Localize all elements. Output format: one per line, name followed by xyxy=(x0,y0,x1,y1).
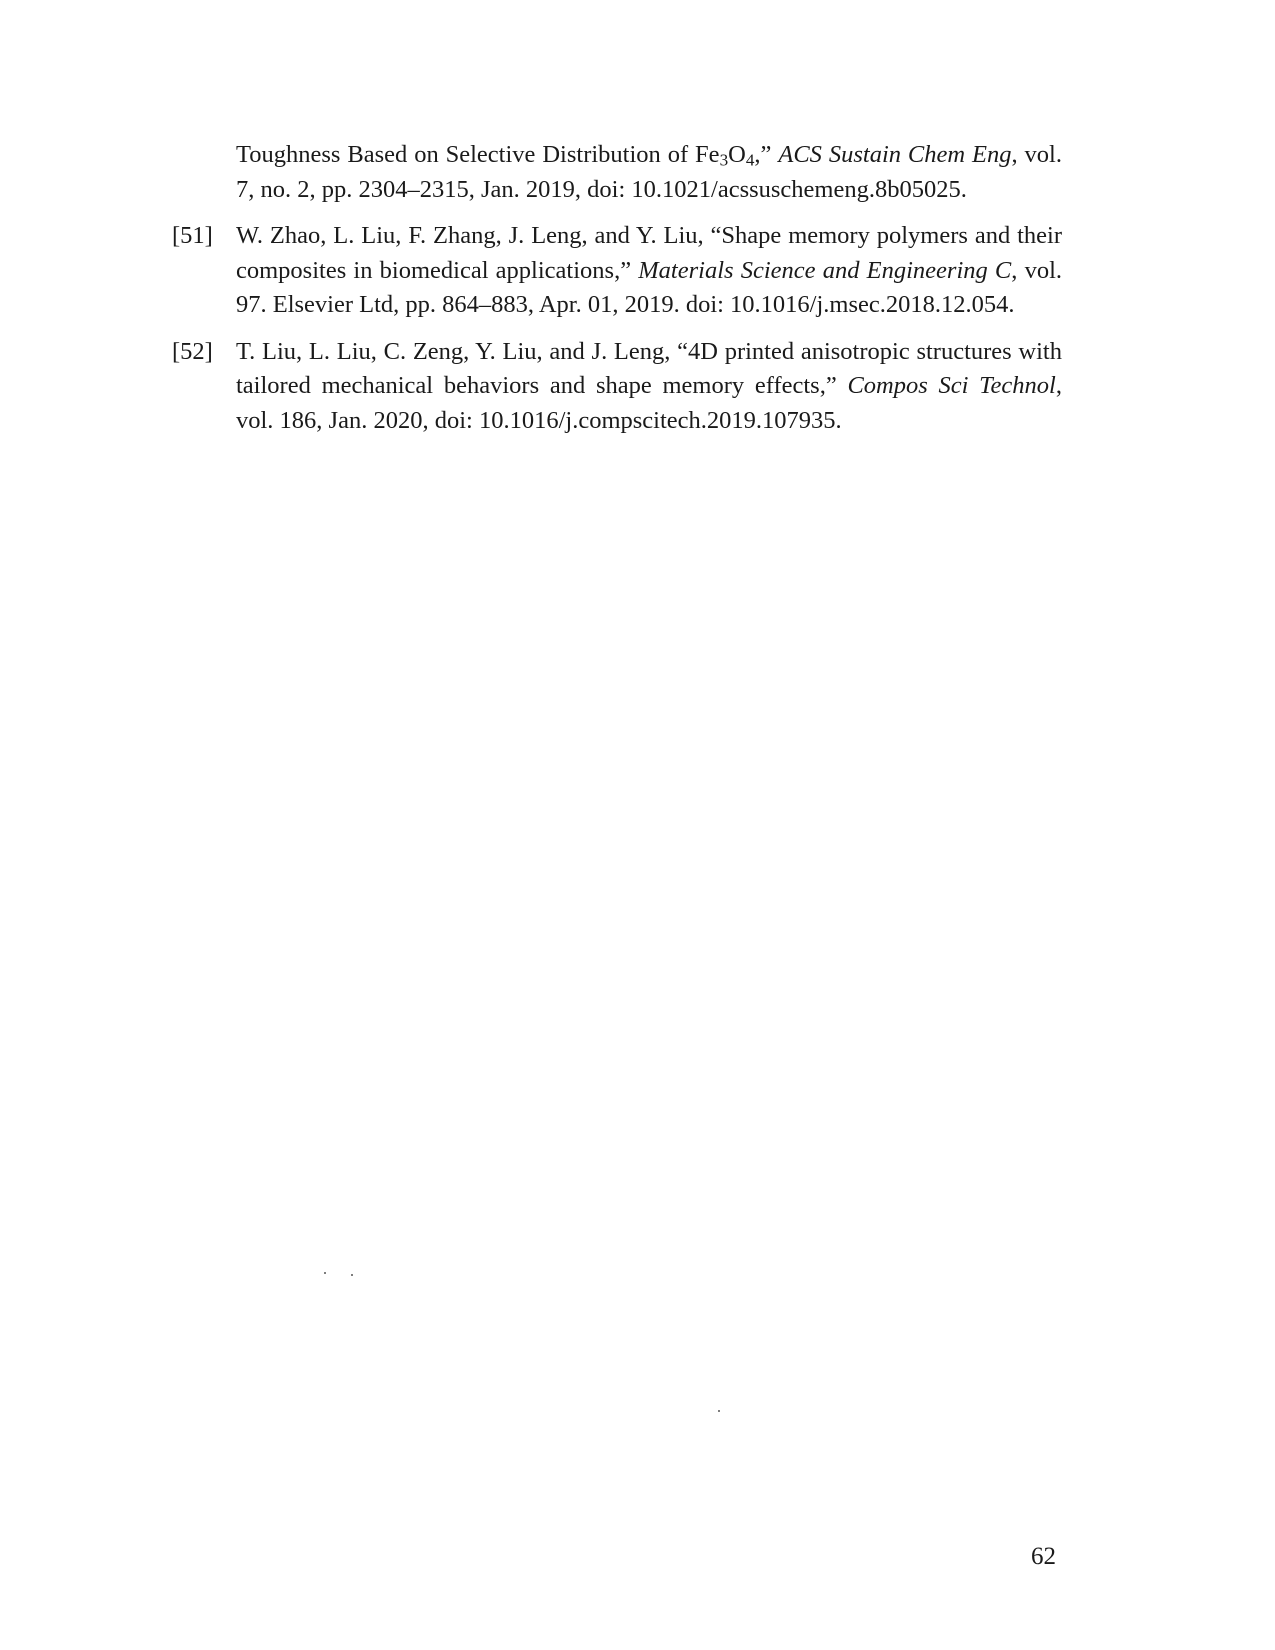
reference-segment: , vol. 186, Jan. 2020, doi: 10.1016/j.compscitech.2019.107935. xyxy=(236,372,1062,434)
scan-speck xyxy=(324,1272,326,1274)
reference-text xyxy=(236,219,1062,323)
reference-segment: O xyxy=(728,141,746,168)
reference-segment: Toughness Based on Selective Distribution of Fe xyxy=(236,141,720,168)
reference-number: [52] xyxy=(172,337,213,365)
journal-title: Materials Science and Engineering C xyxy=(638,256,1012,284)
reference-text xyxy=(236,335,1062,439)
reference-list xyxy=(172,138,1062,450)
journal-title: ACS Sustain Chem Eng xyxy=(778,141,1012,168)
reference-segment: 4 xyxy=(745,150,755,170)
reference-segment: W. Zhao, L. Liu, F. Zhang, J. Leng, and Y. Liu, “Shape memory polymers and their composites in biomedical applications,” xyxy=(236,222,1062,284)
reference-item xyxy=(172,335,1062,439)
scan-speck xyxy=(351,1274,353,1276)
reference-text xyxy=(236,138,1062,207)
reference-item xyxy=(172,219,1062,323)
reference-segment: , vol. 7, no. 2, pp. 2304–2315, Jan. 2019, doi: 10.1021/acssuschemeng.8b05025. xyxy=(236,141,1062,203)
reference-segment: ,” xyxy=(754,141,779,168)
journal-title: Compos Sci Technol xyxy=(847,372,1056,399)
reference-segment: 3 xyxy=(719,150,729,170)
reference-segment: T. Liu, L. Liu, C. Zeng, Y. Liu, and J. Leng, “4D printed anisotropic structures with tailored mechanical behaviors and shape memory effects,” xyxy=(236,337,1062,399)
scan-speck xyxy=(718,1410,720,1412)
reference-segment: , vol. 97. Elsevier Ltd, pp. 864–883, Apr. 01, 2019. doi: 10.1016/j.msec.2018.12.054. xyxy=(236,256,1063,318)
page-number: 62 xyxy=(1031,1543,1056,1570)
reference-number: [51] xyxy=(172,222,213,249)
reference-item xyxy=(172,138,1062,207)
